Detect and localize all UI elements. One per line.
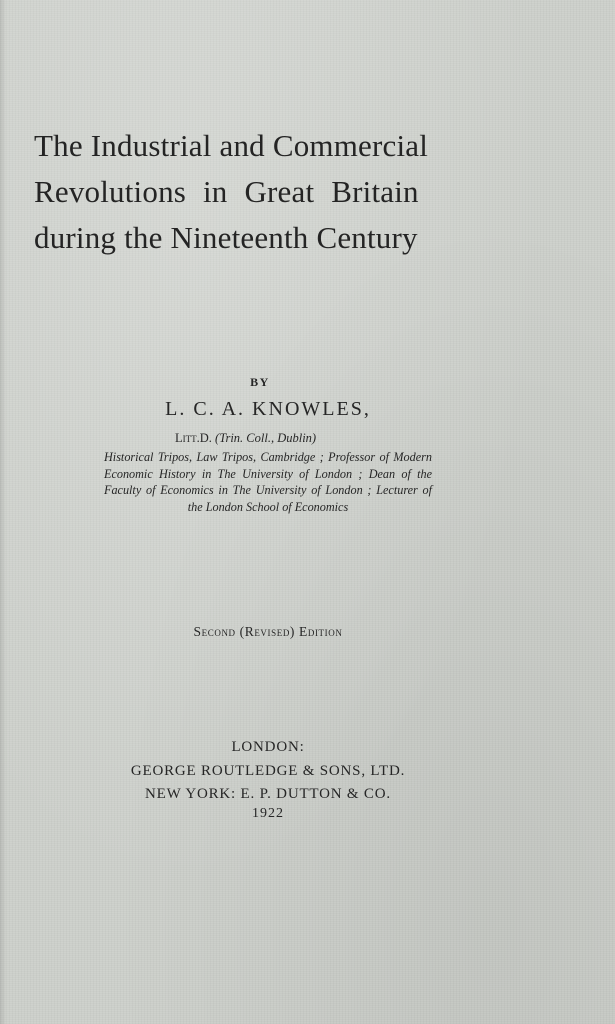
title-line-2: Revolutions in Great Britain <box>34 174 419 209</box>
imprint-city: LONDON: <box>231 739 305 755</box>
publication-year: 1922 <box>252 806 284 821</box>
byline: BY <box>250 375 270 389</box>
book-title <box>34 123 504 261</box>
author-name: L. C. A. KNOWLES, <box>165 398 371 420</box>
imprint-publisher-newyork: NEW YORK: E. P. DUTTON & CO. <box>145 786 391 802</box>
title-line-3: during the Nineteenth Century <box>34 220 418 255</box>
degree-prefix: Litt.D. <box>175 431 212 445</box>
degree-detail: (Trin. Coll., Dublin) <box>215 431 317 445</box>
page-edge-shadow <box>0 0 6 1024</box>
edition-statement: Second (Revised) Edition <box>193 624 343 639</box>
author-credentials: Historical Tripos, Law Tripos, Cambridge ; Professor of Modern Economic History in The University of London ; Dean of the Faculty of Economics in The University of London ; Lecturer of the London School of Economics <box>104 450 432 514</box>
title-line-1: The Industrial and Commercial <box>34 128 429 163</box>
author-degree <box>175 431 316 446</box>
imprint-publisher-london: GEORGE ROUTLEDGE & SONS, LTD. <box>130 763 406 779</box>
